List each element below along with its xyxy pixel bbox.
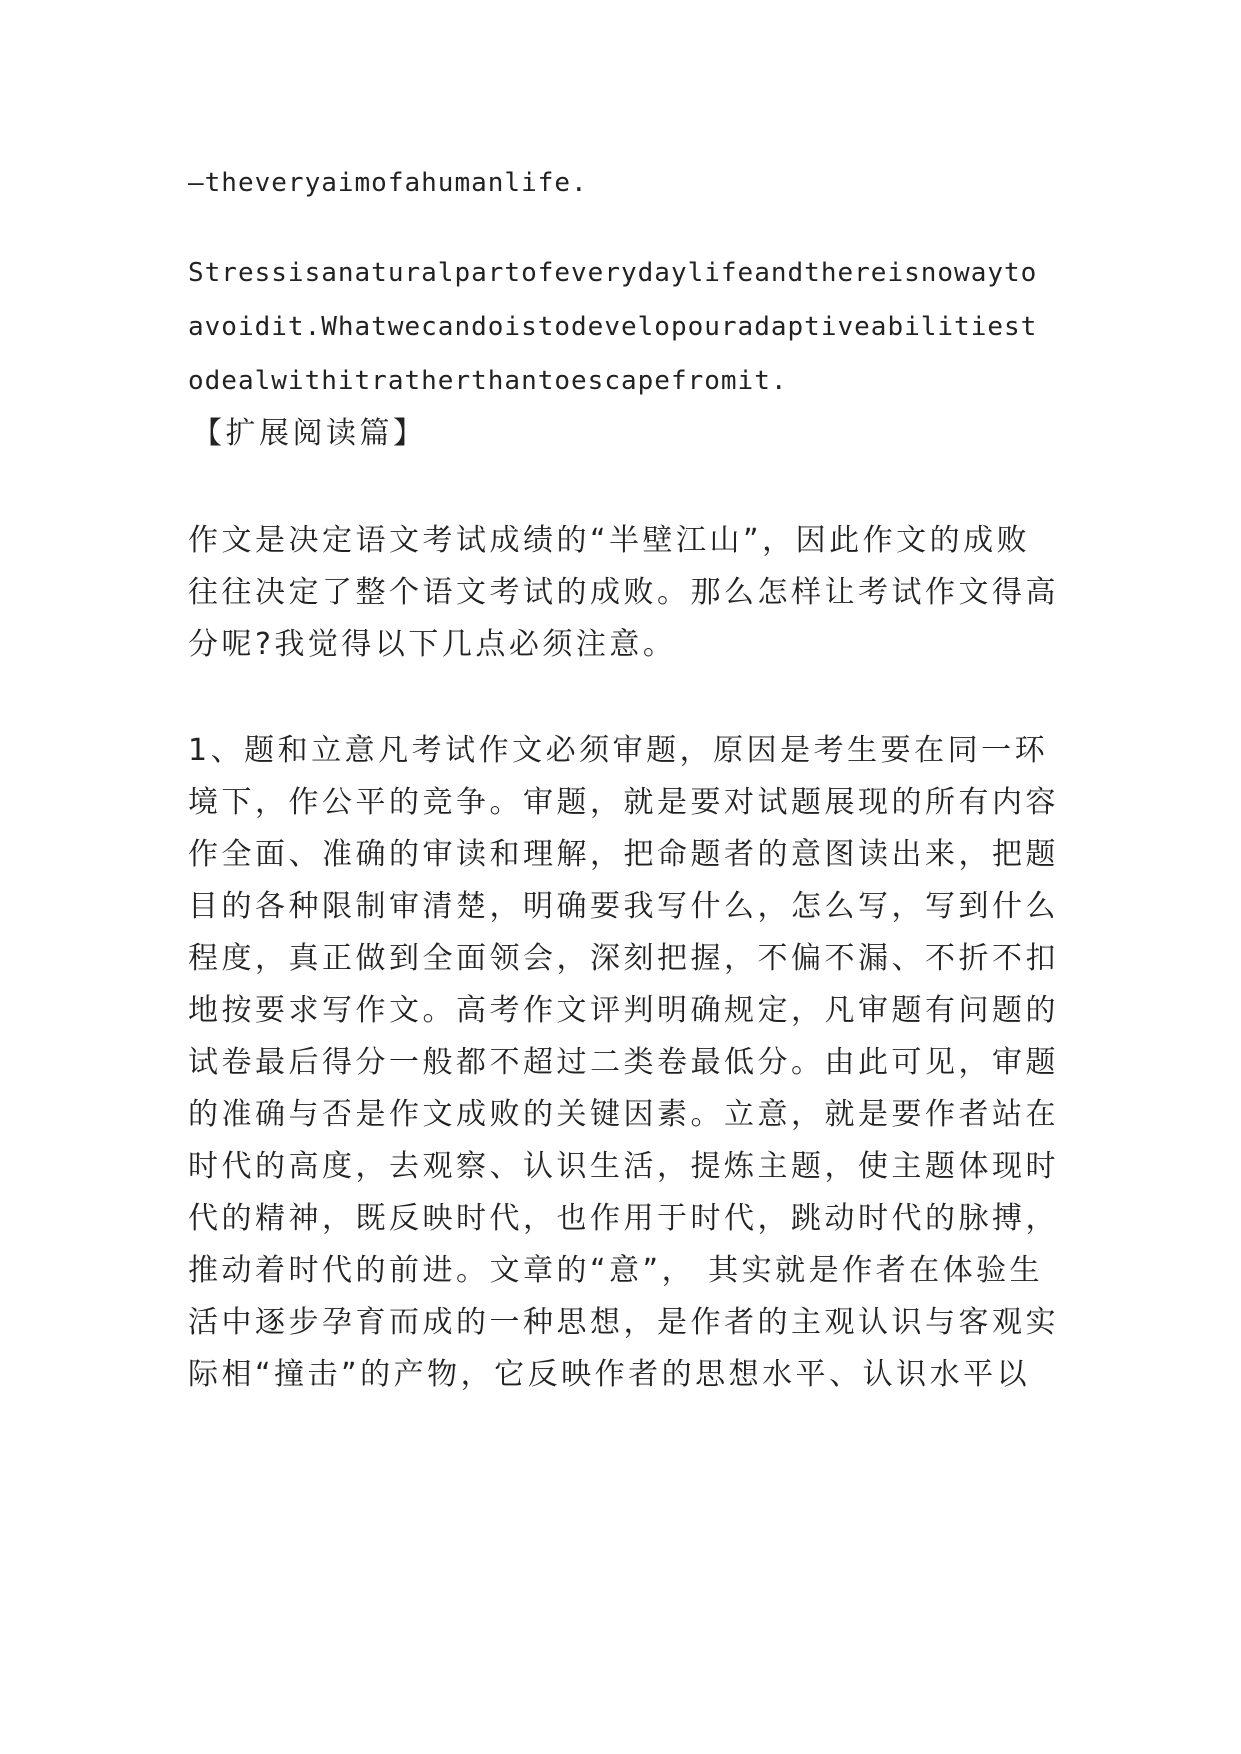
text-line: 境下，作公平的竞争。审题，就是要对试题展现的所有内容 — [188, 785, 1059, 820]
text-line: 活中逐步孕育而成的一种思想，是作者的主观认识与客观实 — [188, 1305, 1059, 1340]
text-line: 1、题和立意凡考试作文必须审题，原因是考生要在同一环 — [188, 733, 1049, 768]
text-line: odealwithitratherthantoescapefromit. — [188, 366, 788, 396]
text-line: 推动着时代的前进。文章的“意”， 其实就是作者在体验生 — [188, 1253, 1044, 1288]
text-line: Stressisanaturalpartofeverydaylifeandthereisnowayto — [188, 258, 1038, 288]
text-line: 代的精神，既反映时代，也作用于时代，跳动时代的脉搏， — [188, 1201, 1059, 1236]
section-heading: 【扩展阅读篇】 — [192, 416, 427, 451]
text-line: 作全面、准确的审读和理解，把命题者的意图读出来，把题 — [188, 837, 1059, 872]
text-line: 地按要求写作文。高考作文评判明确规定，凡审题有问题的 — [188, 993, 1059, 1028]
text-line: 际相“撞击”的产物，它反映作者的思想水平、认识水平以 — [188, 1357, 1031, 1392]
text-line: avoidit.Whatwecandoistodevelopouradaptiveabilitiest — [188, 312, 1038, 342]
text-line: 的准确与否是作文成败的关键因素。立意，就是要作者站在 — [188, 1097, 1059, 1132]
text-line: 往往决定了整个语文考试的成败。那么怎样让考试作文得高 — [188, 575, 1059, 610]
text-line: 分呢?我觉得以下几点必须注意。 — [188, 627, 677, 662]
text-line: 作文是决定语文考试成绩的“半壁江山”，因此作文的成败 — [188, 523, 1031, 558]
text-line: 试卷最后得分一般都不超过二类卷最低分。由此可见，审题 — [188, 1045, 1059, 1080]
text-line: 目的各种限制审清楚，明确要我写什么，怎么写，写到什么 — [188, 889, 1059, 924]
text-line: 时代的高度，去观察、认识生活，提炼主题，使主题体现时 — [188, 1149, 1059, 1184]
text-line: 程度，真正做到全面领会，深刻把握，不偏不漏、不折不扣 — [188, 941, 1059, 976]
text-line: —theveryaimofahumanlife. — [188, 168, 588, 198]
